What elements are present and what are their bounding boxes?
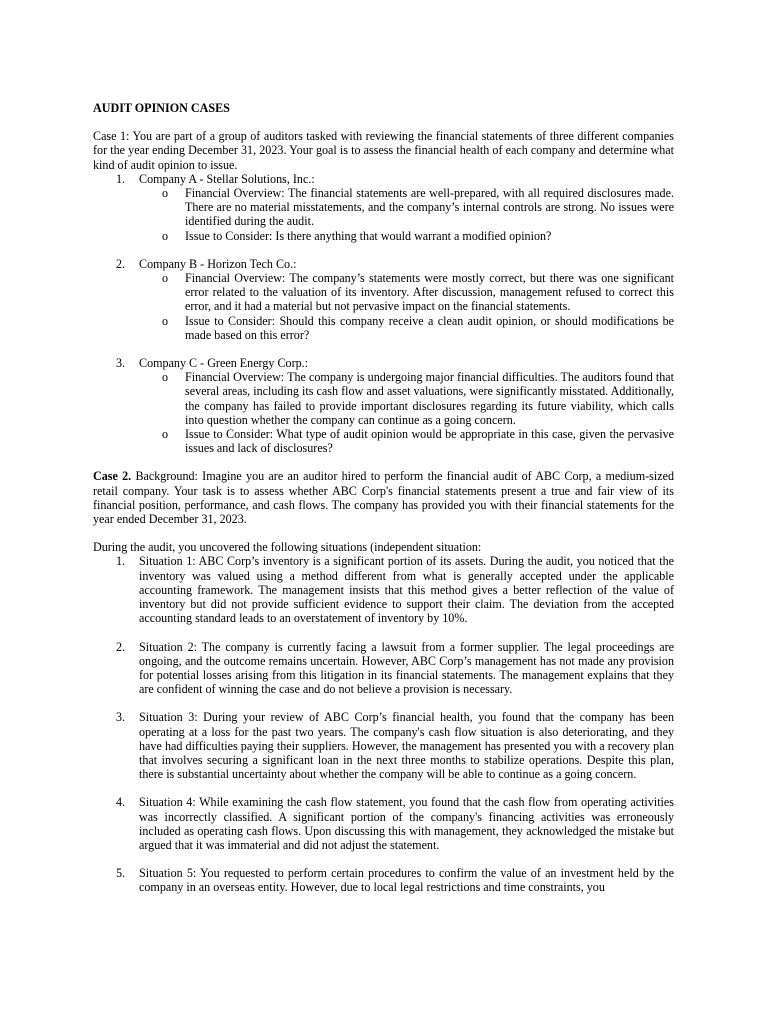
situation-item: [93, 795, 674, 852]
company-point: [93, 427, 674, 455]
company-name: Company C - Green Energy Corp.:: [139, 356, 309, 371]
point-text: Issue to Consider: Is there anything that would warrant a modified opinion?: [185, 228, 552, 243]
company-item: [93, 172, 674, 186]
company-name: Company B - Horizon Tech Co.:: [139, 256, 297, 271]
situations-intro: During the audit, you uncovered the following situations (independent situation:: [93, 540, 482, 555]
situation-item: [93, 640, 674, 697]
company-number: 3.: [116, 356, 126, 371]
point-text: Issue to Consider: Should this company receive a clean audit opinion, or should modifications be made based on this error?: [185, 313, 674, 342]
point-text: Financial Overview: The company’s statements were mostly correct, but there was one significant error related to the valuation of its inventory. After discussion, management refused to correct this error, and it had a material but not pervasive impact on the financial statements.: [185, 271, 674, 314]
situation-number: 2.: [116, 639, 126, 654]
bullet-icon: o: [162, 313, 169, 328]
company-point: [93, 370, 674, 427]
company-point: [93, 314, 674, 342]
company-point: [93, 186, 674, 229]
case2-background: [93, 469, 674, 526]
situation-item: [93, 554, 674, 625]
situation-text: Situation 4: While examining the cash flow statement, you found that the cash flow from operating activities was incorrectly classified. A significant portion of the company's financing activities was erroneously included as operating cash flows. Upon discussing this with management, they acknowledged the mistake but argued that it was immaterial and did not adjust the statement.: [139, 795, 674, 852]
situation-number: 4.: [116, 795, 126, 810]
case1-intro: Case 1: You are part of a group of auditors tasked with reviewing the financial statements of three different companies for the year ending December 31, 2023. Your goal is to assess the financial health of each company and determine what kind of audit opinion to issue.: [93, 129, 674, 172]
bullet-icon: o: [162, 271, 169, 286]
case2-label: Case 2.: [93, 469, 132, 484]
document-title: AUDIT OPINION CASES: [93, 101, 230, 115]
document-body: [93, 101, 674, 895]
situation-text: Situation 5: You requested to perform certain procedures to confirm the value of an investment held by the company in an overseas entity. However, due to local legal restrictions and time constraints, you: [139, 866, 674, 895]
situation-text: Situation 2: The company is currently facing a lawsuit from a former supplier. The legal proceedings are ongoing, and the outcome remains uncertain. However, ABC Corp’s management has not made any provision for potential losses arising from this litigation in its financial statements. The management explains that they are confident of winning the case and do not believe a provision is necessary.: [139, 639, 674, 697]
point-text: Financial Overview: The company is undergoing major financial difficulties. The auditors found that several areas, including its cash flow and asset valuations, were significantly misstated. Additionally, the company has failed to provide important disclosures regarding its future viability, which calls into question whether the company can continue as a going concern.: [185, 370, 674, 427]
bullet-icon: o: [162, 370, 169, 385]
bullet-icon: o: [162, 186, 169, 201]
company-name: Company A - Stellar Solutions, Inc.:: [139, 171, 315, 186]
situation-number: 3.: [116, 710, 126, 725]
company-item: [93, 257, 674, 271]
bullet-icon: o: [162, 228, 169, 243]
situation-item: [93, 866, 674, 894]
situation-text: Situation 1: ABC Corp’s inventory is a significant portion of its assets. During the audit, you noticed that the inventory was valued using a method different from what is generally accepted under the applicable accounting framework. The management insists that this method gives a better reflection of the value of inventory but did not provide sufficient evidence to support their claim. The deviation from the accepted accounting standard leads to an overstatement of inventory by 10%.: [139, 554, 674, 626]
situation-item: [93, 710, 674, 781]
case2-background-text: Background: Imagine you are an auditor hired to perform the financial audit of ABC Corp, a medium-sized retail company. Your task is to assess whether ABC Corp's financial statements present a true and fair view of its financial position, performance, and cash flows. The company has provided you with their financial statements for the year ended December 31, 2023.: [93, 469, 674, 527]
company-number: 1.: [116, 171, 126, 186]
situation-number: 1.: [116, 554, 126, 569]
company-point: [93, 229, 674, 243]
company-point: [93, 271, 674, 314]
bullet-icon: o: [162, 427, 169, 442]
company-number: 2.: [116, 256, 126, 271]
point-text: Financial Overview: The financial statements are well-prepared, with all required disclosures made. There are no material misstatements, and the company’s internal controls are strong. No issues were identified during the audit.: [185, 186, 674, 229]
situation-text: Situation 3: During your review of ABC Corp’s financial health, you found that the company has been operating at a loss for the past two years. The company's cash flow situation is also deteriorating, and they have had difficulties paying their suppliers. However, the management has presented you with a recovery plan that involves securing a significant loan in the next three months to stabilize operations. Despite this plan, there is substantial uncertainty about whether the company will be able to continue as a going concern.: [139, 710, 674, 782]
situation-number: 5.: [116, 866, 126, 881]
company-item: [93, 356, 674, 370]
point-text: Issue to Consider: What type of audit opinion would be appropriate in this case, given the pervasive issues and lack of disclosures?: [185, 427, 674, 456]
